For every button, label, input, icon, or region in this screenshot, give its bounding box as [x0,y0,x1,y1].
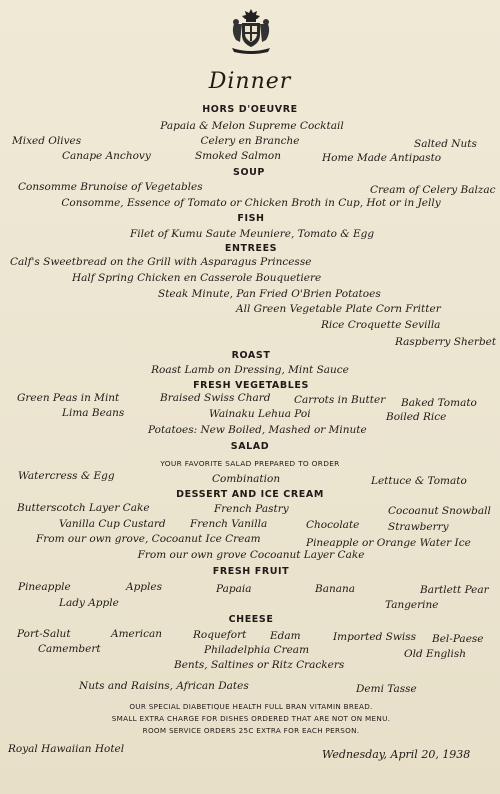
item-cocoanut-ice-cream: From our own grove, Cocoanut Ice Cream [36,533,261,545]
item-antipasto: Home Made Antipasto [322,152,442,164]
item-banana: Banana [315,583,356,595]
item-rice-croquette: Rice Croquette Sevilla [321,319,441,331]
note-bran-bread: OUR SPECIAL DIABETIQUE HEALTH FULL BRAN VITAMIN BREAD. [129,702,373,711]
item-lehua-poi: Wainaku Lehua Poi [209,408,311,420]
item-celery: Celery en Branche [200,135,300,147]
item-cocoanut-layer-cake: From our own grove Cocoanut Layer Cake [137,549,365,561]
item-combination: Combination [212,473,281,485]
item-roast-lamb: Roast Lamb on Dressing, Mint Sauce [151,364,349,376]
item-lima-beans: Lima Beans [62,407,125,419]
heading-fish: FISH [237,213,265,224]
coat-of-arms-icon [226,6,276,56]
item-canape-anchovy: Canape Anchovy [62,150,151,162]
item-consomme-brunoise: Consomme Brunoise of Vegetables [18,181,203,193]
item-pineapple: Pineapple [18,581,71,593]
item-raspberry-sherbet: Raspberry Sherbet [395,336,497,348]
item-lettuce-tomato: Lettuce & Tomato [371,475,467,487]
heading-soup: SOUP [233,167,265,178]
item-nuts-raisins: Nuts and Raisins, African Dates [79,680,249,692]
item-edam: Edam [270,630,301,642]
item-old-english: Old English [404,648,467,660]
item-bartlett-pear: Bartlett Pear [420,584,489,596]
note-extra-charge: SMALL EXTRA CHARGE FOR DISHES ORDERED THAT ARE NOT ON MENU. [111,714,391,723]
item-mixed-olives: Mixed Olives [12,135,82,147]
item-imported-swiss: Imported Swiss [333,631,416,643]
footer-date: Wednesday, April 20, 1938 [322,748,471,761]
note-room-service: ROOM SERVICE ORDERS 25C EXTRA FOR EACH PERSON. [142,726,360,735]
item-sweetbread: Calf's Sweetbread on the Grill with Asparagus Princesse [10,256,312,268]
item-cocoanut-snowball: Cocoanut Snowball [388,505,491,517]
item-supreme-cocktail: Papaia & Melon Supreme Cocktail [160,120,344,132]
heading-roast: ROAST [231,350,271,361]
heading-hors-doeuvre: HORS D'OEUVRE [202,104,298,115]
item-filet-kumu: Filet of Kumu Saute Meuniere, Tomato & Egg [129,228,375,240]
item-strawberry: Strawberry [388,521,449,533]
item-watercress: Watercress & Egg [18,470,115,482]
item-french-pastry: French Pastry [214,503,289,515]
item-crackers: Bents, Saltines or Ritz Crackers [174,659,345,671]
item-butterscotch-cake: Butterscotch Layer Cake [17,502,150,514]
item-lady-apple: Lady Apple [59,597,119,609]
item-potatoes: Potatoes: New Boiled, Mashed or Minute [148,424,367,436]
heading-dessert: DESSERT AND ICE CREAM [176,489,324,500]
item-steak-minute: Steak Minute, Pan Fried O'Brien Potatoes [158,288,381,300]
item-vegetable-plate: All Green Vegetable Plate Corn Fritter [236,303,441,315]
item-consomme-essence: Consomme, Essence of Tomato or Chicken Broth in Cup, Hot or in Jelly [61,197,441,209]
item-french-vanilla: French Vanilla [190,518,268,530]
item-chocolate: Chocolate [306,519,360,531]
item-papaia: Papaia [216,583,252,595]
item-boiled-rice: Boiled Rice [386,411,447,423]
item-salted-nuts: Salted Nuts [414,138,477,150]
item-port-salut: Port-Salut [17,628,71,640]
item-cream-celery-balzac: Cream of Celery Balzac [370,184,496,196]
item-roquefort: Roquefort [193,629,247,641]
heading-cheese: CHEESE [228,614,274,625]
salad-favorite-note: YOUR FAVORITE SALAD PREPARED TO ORDER [160,459,340,468]
item-camembert: Camembert [38,643,101,655]
item-swiss-chard: Braised Swiss Chard [160,392,271,404]
item-american: American [111,628,163,640]
heading-entrees: ENTREES [224,243,278,254]
heading-salad: SALAD [230,441,270,452]
item-smoked-salmon: Smoked Salmon [195,150,281,162]
item-cup-custard: Vanilla Cup Custard [59,518,166,530]
footer-hotel-name: Royal Hawaiian Hotel [8,743,125,755]
item-demi-tasse: Demi Tasse [356,683,417,695]
item-tangerine: Tangerine [385,599,439,611]
item-carrots: Carrots in Butter [294,394,386,406]
menu-title: Dinner [208,69,292,94]
item-baked-tomato: Baked Tomato [401,397,477,409]
item-apples: Apples [126,581,162,593]
heading-fresh-fruit: FRESH FRUIT [212,566,290,577]
heading-fresh-vegetables: FRESH VEGETABLES [193,380,309,391]
item-philadelphia-cream: Philadelphia Cream [204,644,310,656]
item-water-ice: Pineapple or Orange Water Ice [306,537,471,549]
item-spring-chicken: Half Spring Chicken en Casserole Bouquetiere [72,272,322,284]
item-green-peas: Green Peas in Mint [17,392,120,404]
item-bel-paese: Bel-Paese [432,633,484,645]
